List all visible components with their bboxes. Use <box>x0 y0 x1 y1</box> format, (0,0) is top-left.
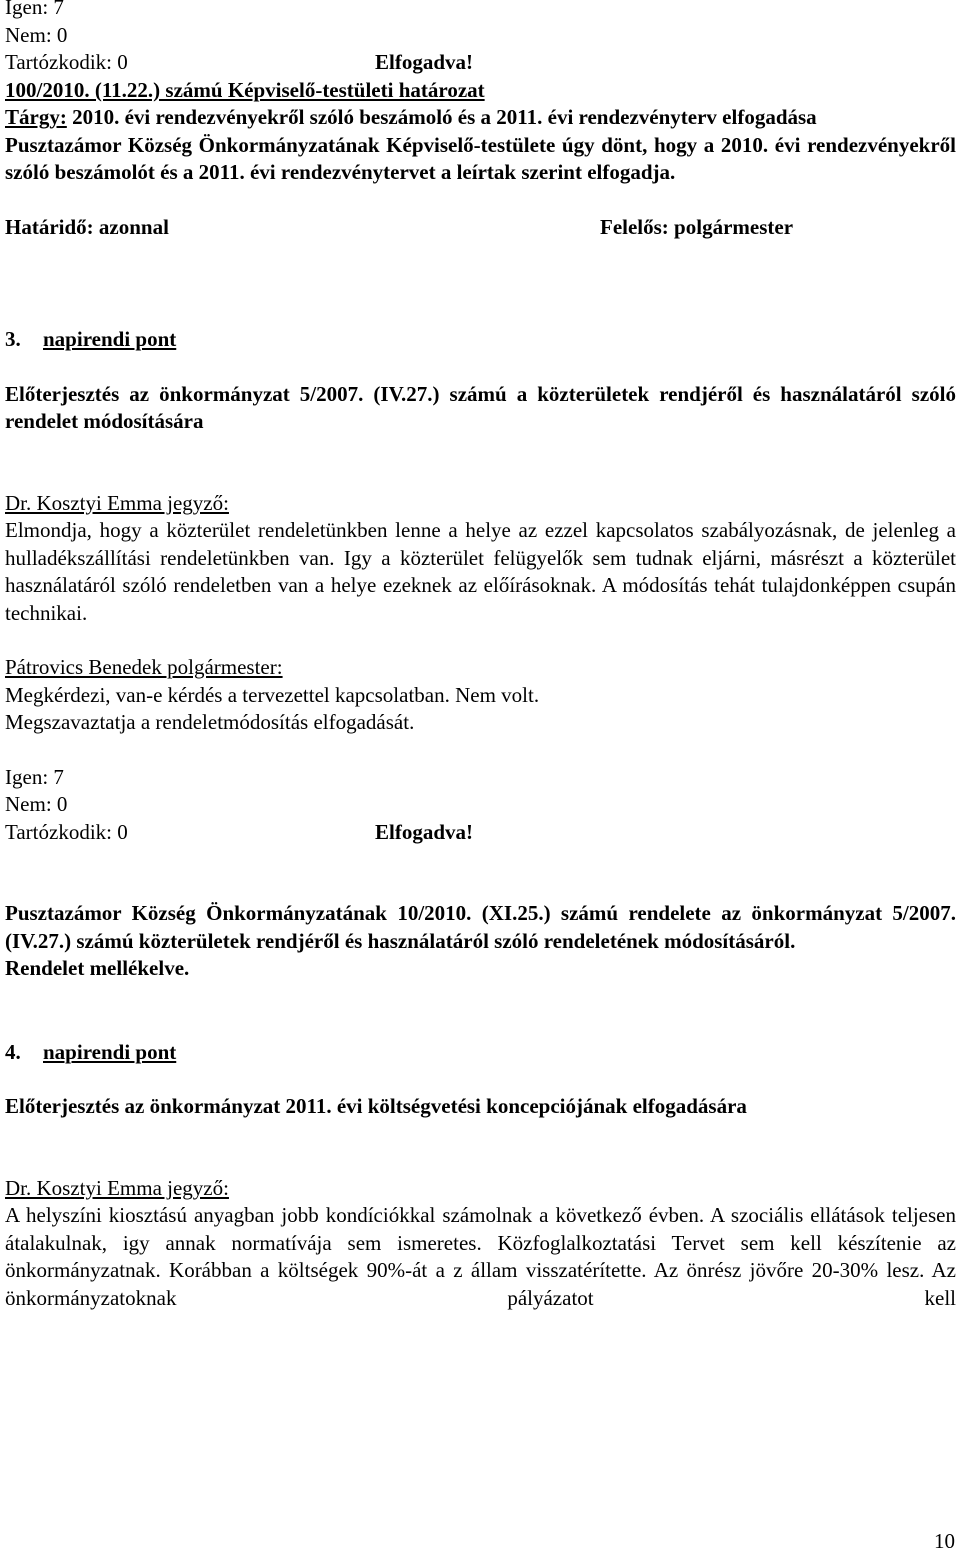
decree-block <box>5 900 956 983</box>
vote-abstain-row <box>5 819 956 847</box>
agenda-heading <box>5 326 956 354</box>
speaker-statement: A helyszíni kiosztású anyagban jobb kondíciókkal számolnak a következő évben. A szociális ellátások teljesen átalakulnak, igy annak normatívája sem ismeretes. Közfoglalkoztatási Tervet sem kell készítenie az önkormányzatnak. Korábban a költségek 90%-át a z állam visszatérítette. Az önrész jövőre 20-30% lesz. Az önkormányzatoknak pályázatot kell <box>5 1203 956 1310</box>
resolution-deadline-row <box>5 214 956 242</box>
vote-abstain: Tartózkodik: 0 <box>5 50 128 74</box>
mayor-statement-1: Megkérdezi, van-e kérdés a tervezettel kapcsolatban. Nem volt. <box>5 682 540 707</box>
decree-attached: Rendelet mellékelve. <box>5 956 190 980</box>
agenda-item-4 <box>5 1039 956 1313</box>
resolution-subject <box>5 104 956 132</box>
agenda-heading <box>5 1039 956 1067</box>
agenda-number: 3. <box>5 327 21 351</box>
vote-result: Elfogadva! <box>375 819 474 844</box>
agenda-number: 4. <box>5 1039 21 1064</box>
resolution-responsible: Felelős: polgármester <box>600 214 794 239</box>
decree-title: Pusztazámor Község Önkormányzatának 10/2010. (XI.25.) számú rendelete az önkormányzat 5/2007. (IV.27.) számú közterületek rendjéről és használatáról szóló rendeletének módosításáról. <box>5 901 956 953</box>
vote-block-2 <box>5 764 956 847</box>
vote-abstain-row <box>5 49 956 77</box>
agenda-title: napirendi pont <box>43 327 177 351</box>
agenda-title: napirendi pont <box>43 1039 177 1064</box>
page-number: 10 <box>934 1529 955 1553</box>
document-page <box>5 0 956 1312</box>
resolution-subject-label: Tárgy: <box>5 105 67 129</box>
resolution-deadline: Határidő: azonnal <box>5 214 169 239</box>
resolution-title: 100/2010. (11.22.) számú Képviselő-testületi határozat <box>5 77 485 102</box>
vote-yes: Igen: 7 <box>5 0 64 19</box>
resolution-block <box>5 77 956 242</box>
vote-result: Elfogadva! <box>375 50 474 74</box>
speaker-name: Dr. Kosztyi Emma jegyző: <box>5 490 229 515</box>
vote-block-1 <box>5 0 956 77</box>
speaker-name-mayor: Pátrovics Benedek polgármester: <box>5 655 283 679</box>
speaker-name: Dr. Kosztyi Emma jegyző: <box>5 1175 229 1200</box>
mayor-statement-2: Megszavaztatja a rendeletmódosítás elfogadását. <box>5 710 415 734</box>
agenda-proposal: Előterjesztés az önkormányzat 2011. évi költségvetési koncepciójának elfogadására <box>5 1094 747 1118</box>
speaker-statement: Elmondja, hogy a közterület rendeletünkben lenne a helye az ezzel kapcsolatos szabályozásnak, de jelenleg a hulladékszállítási rendeletünkben van. Igy a közterület felügyelők sem tudnak eljárni, másrészt a közterület használatáról szóló rendeletben van a helye ezeknek az előírásoknak. A módosítás tehát tulajdonképpen csupán technikai. <box>5 518 956 625</box>
vote-abstain: Tartózkodik: 0 <box>5 819 128 844</box>
agenda-item-3 <box>5 326 956 737</box>
vote-yes: Igen: 7 <box>5 764 64 789</box>
agenda-proposal: Előterjesztés az önkormányzat 5/2007. (IV.27.) számú a közterületek rendjéről és használatáról szóló rendelet módosítására <box>5 381 956 433</box>
vote-no: Nem: 0 <box>5 792 68 816</box>
resolution-subject-text: 2010. évi rendezvényekről szóló beszámoló és a 2011. évi rendezvényterv elfogadása <box>66 105 817 129</box>
vote-no: Nem: 0 <box>5 22 68 47</box>
resolution-body: Pusztazámor Község Önkormányzatának Képviselő-testülete úgy dönt, hogy a 2010. évi rendezvényekről szóló beszámolót és a 2011. évi rendezvénytervet a leírtak szerint elfogadja. <box>5 132 956 184</box>
